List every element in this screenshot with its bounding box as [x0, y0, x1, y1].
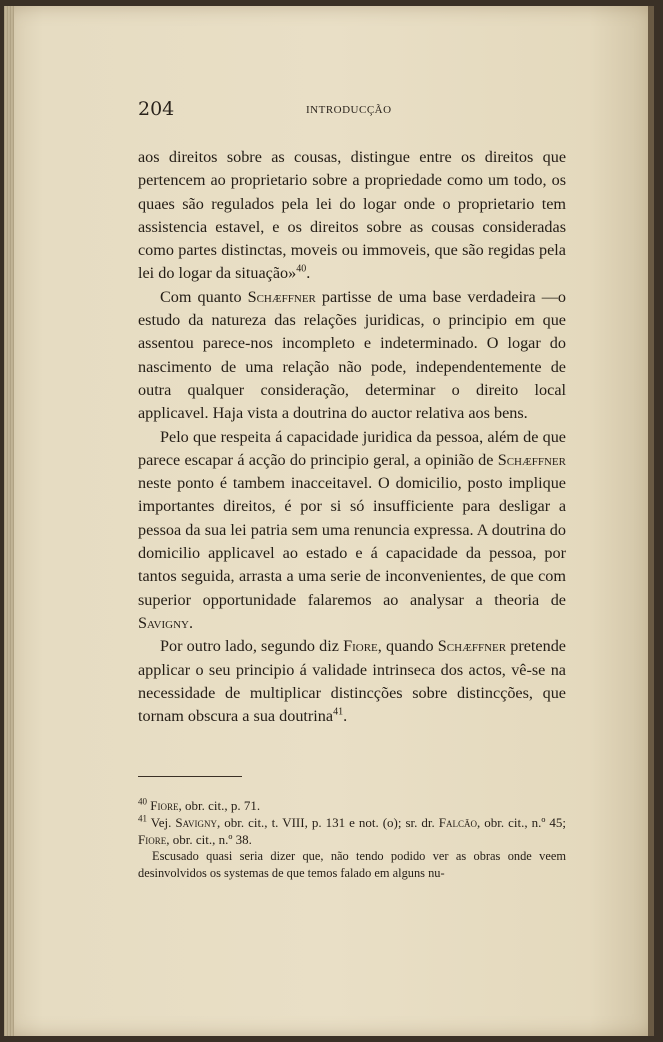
footnote-40: $^{40}$ Fiore, obr. cit., p. 71.: [138, 796, 261, 813]
footnote-continuation: Escusado quasi seria dizer que, não tendo podido ver as obras onde veem desinvolvidos os systemas de que temos falado em alguns nu-: [138, 849, 566, 881]
footnotes: [138, 798, 566, 882]
page-header: [138, 98, 564, 122]
author-name: Savigny: [138, 613, 189, 632]
paragraph-4: Por outro lado, segundo diz Fiore, quando Schæffner pretende applicar o seu principio á validade intrinseca dos actos, vê-se na necessidade de multiplicar distincções sobre distincções, que tornam obscura a sua doutrina$^{41}$.: [138, 637, 566, 726]
author-name: Fiore: [343, 637, 378, 656]
paragraph-1: aos direitos sobre as cousas, distingue entre os direitos que pertencem ao proprietario sobre a propriedade como um todo, os quaes são regulados pela lei do logar onde o proprietario tem assistencia estavel, e os direitos sobre as cousas consideradas como partes distinctas, moveis ou immoveis, que são regidas pela lei do logar da situação»$^{40}$.: [138, 148, 566, 283]
author-name: Fiore: [150, 798, 179, 813]
author-name: Falcão: [438, 814, 478, 830]
page-gutter: [4, 6, 14, 1036]
author-name: Savigny: [175, 814, 217, 830]
book-page: [4, 6, 654, 1036]
author-name: Schæffner: [497, 450, 566, 469]
main-text: [138, 146, 566, 728]
author-name: Fiore: [138, 831, 167, 847]
page-edge: [648, 6, 654, 1036]
paragraph-2: Com quanto Schæffner partisse de uma base verdadeira —o estudo da natureza das relações juridicas, o principio em que assentou parece-nos incompleto e indeterminado. O logar do nascimento de uma relação não pode, independentemente de outra qualquer consideração, determinar o direito local applicavel. Haja vista a doutrina do auctor relativa aos bens.: [138, 287, 566, 423]
author-name: Schæffner: [437, 637, 507, 656]
footnote-ref-40: 40: [296, 264, 307, 276]
author-name: Schæffner: [247, 287, 316, 306]
running-head: INTRODUCÇÃO: [306, 104, 392, 116]
page-number: 204: [138, 98, 175, 120]
paragraph-3: Pelo que respeita á capacidade juridica da pessoa, além de que parece escapar á acção do principio geral, a opinião de Schæffner neste ponto é tambem inacceitavel. O domicilio, posto implique importantes direitos, é por si só insufficiente para desligar a pessoa da sua lei patria sem uma renuncia expressa. A doutrina do domicilio applicavel ao estado e á capacidade da pessoa, por tantos seguida, arrasta a uma serie de inconvenientes, de que com superior opportunidade falaremos ao analysar a theoria de Savigny.: [138, 427, 566, 632]
footnote-rule: [138, 776, 242, 777]
footnote-ref-41: 41: [333, 706, 344, 718]
footnote-41: $^{41}$ Vej. Savigny, obr. cit., t. VIII, p. 131 e not. (o); sr. dr. Falcão, obr. cit., n.º 45; Fiore, obr. cit., n.º 38.: [138, 813, 567, 847]
